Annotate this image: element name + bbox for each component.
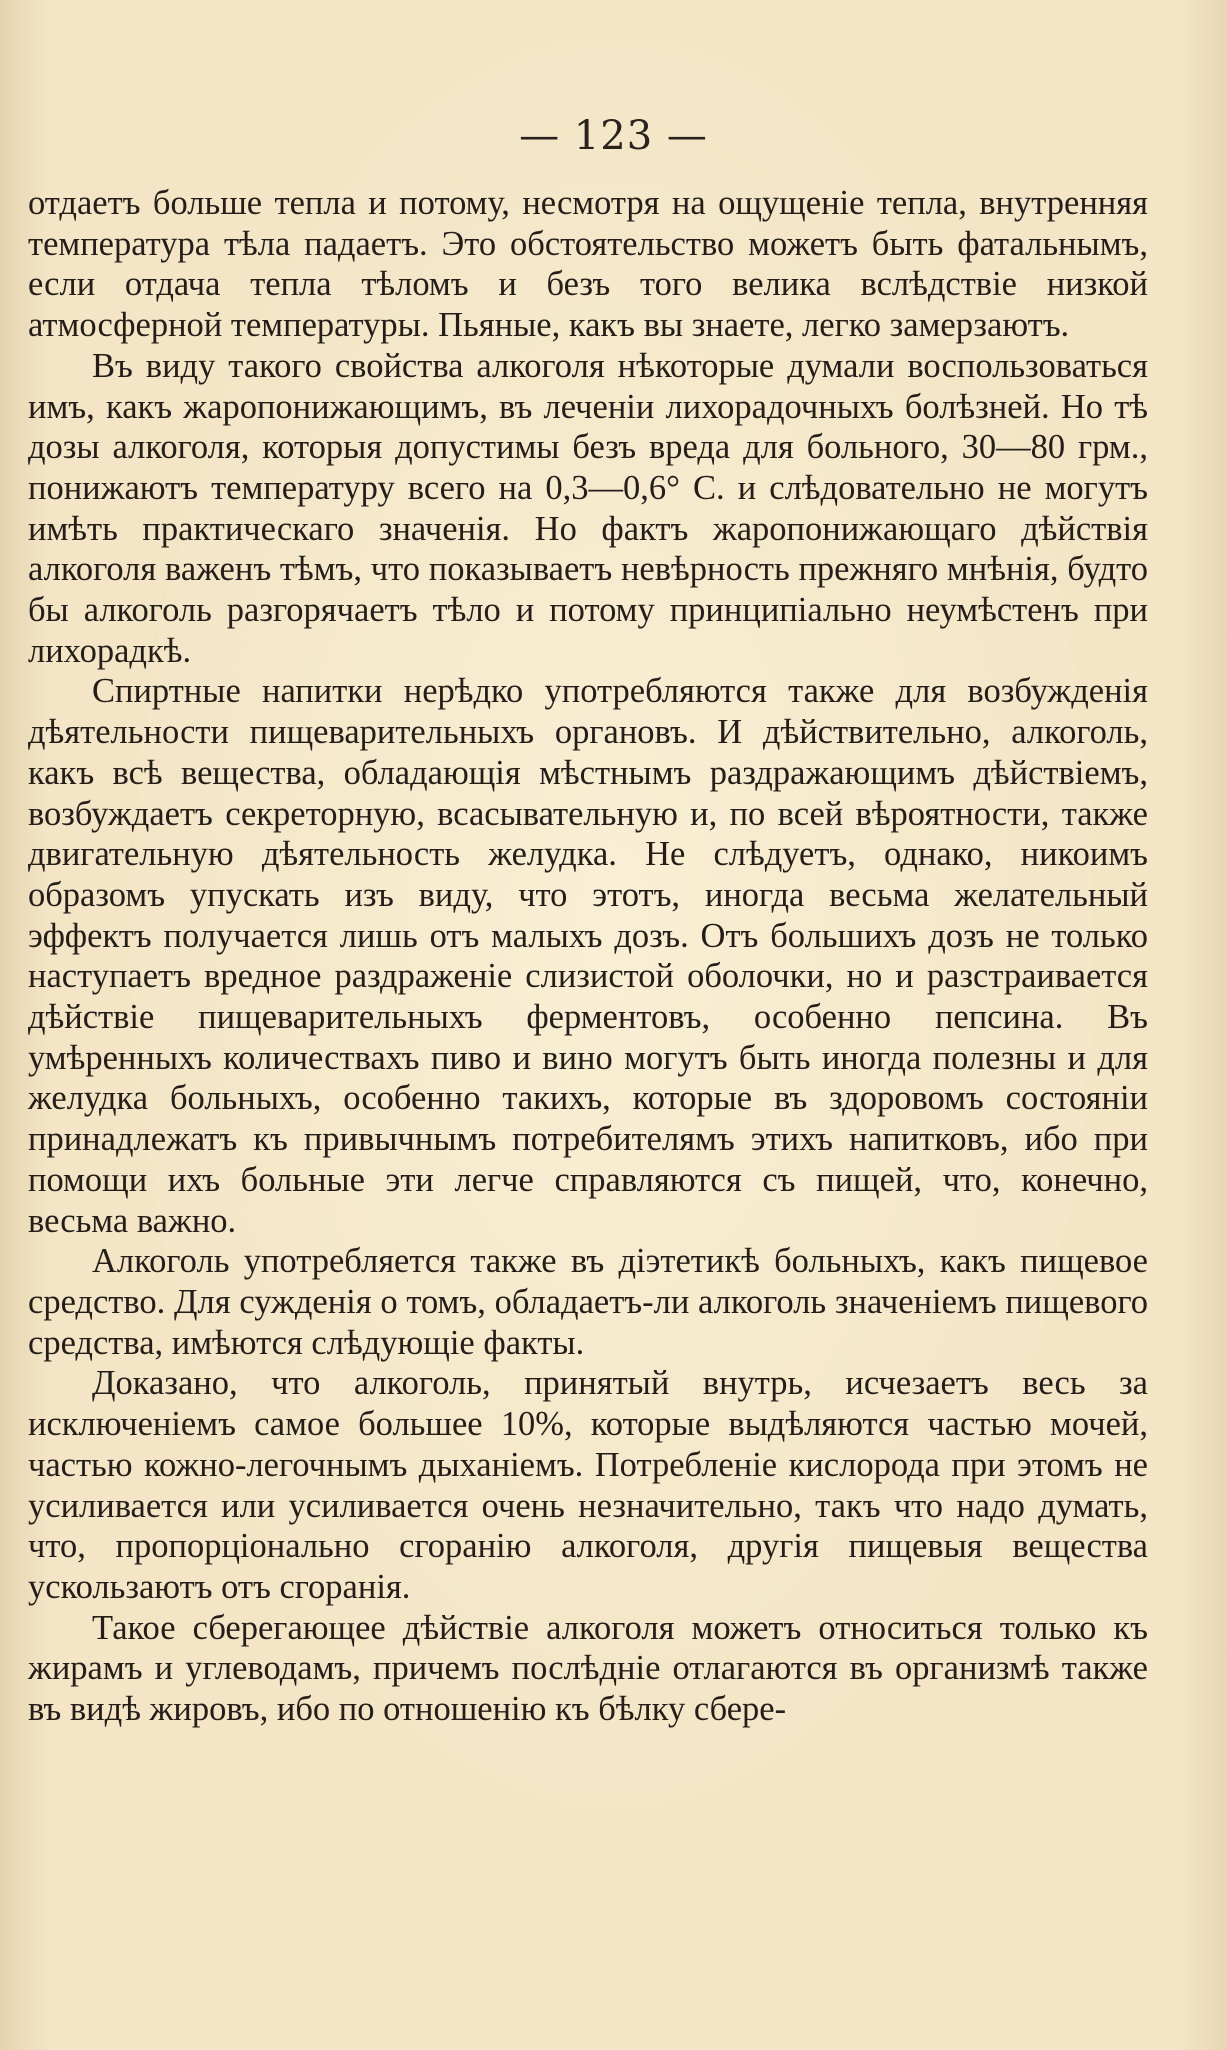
paragraph-3: Спиртные напитки нерѣдко употребляются также для возбужденія дѣятельности пищеварительныхъ органовъ. И дѣйствительно, алкоголь, какъ всѣ вещества, обладающія мѣстнымъ раздражающимъ дѣйствіемъ, возбуждаетъ секреторную, всасывательную и, по всей вѣроятности, также двигательную дѣятельность желудка. Не слѣдуетъ, однако, никоимъ образомъ упускать изъ виду, что этотъ, иногда весьма желательный эффектъ получается лишь отъ малыхъ дозъ. Отъ большихъ дозъ не только наступаетъ вредное раздраженіе слизистой оболочки, но и разстраивается дѣйствіе пищеварительныхъ ферментовъ, особенно пепсина. Въ умѣренныхъ количествахъ пиво и вино могутъ быть иногда полезны и для желудка больныхъ, особенно такихъ, которые въ здоровомъ состояніи принадлежатъ къ привычнымъ потребителямъ этихъ напитковъ, ибо при помощи ихъ больные эти легче справляются съ пищей, что, конечно, весьма важно. [28, 672, 1148, 1240]
paragraph-5: Доказано, что алкоголь, принятый внутрь, исчезаетъ весь за исключеніемъ самое большее 10%, которые выдѣляются частью мочей, частью кожно-легочнымъ дыханіемъ. Потребленіе кислорода при этомъ не усиливается или усиливается очень незначительно, такъ что надо думать, что, пропорціонально сгоранію алкоголя, другія пищевыя вещества ускользаютъ отъ сгоранія. [28, 1364, 1148, 1606]
paragraph-6: Такое сберегающее дѣйствіе алкоголя можетъ относиться только къ жирамъ и углеводамъ, причемъ послѣдніе отлагаются въ организмѣ также въ видѣ жировъ, ибо по отношенію къ бѣлку сбере- [28, 1608, 1148, 1729]
paragraph-1: отдаетъ больше тепла и потому, несмотря на ощущеніе тепла, внутренняя температура тѣла падаетъ. Это обстоятельство можетъ быть фатальнымъ, если отдача тепла тѣломъ и безъ того велика вслѣдствіе низкой атмосферной температуры. Пьяные, какъ вы знаете, легко замерзаютъ. [28, 184, 1148, 345]
paragraph-4: Алкоголь употребляется также въ діэтетикѣ больныхъ, какъ пищевое средство. Для сужденія о томъ, обладаетъ-ли алкоголь значеніемъ пищевого средства, имѣются слѣдующіе факты. [28, 1242, 1148, 1362]
paragraph-2: Въ виду такого свойства алкоголя нѣкоторые думали воспользоваться имъ, какъ жаропонижающимъ, въ леченіи лихорадочныхъ болѣзней. Но тѣ дозы алкоголя, которыя допустимы безъ вреда для больного, 30—80 грм., понижаютъ температуру всего на 0,3—0,6° С. и слѣдовательно не могутъ имѣть практическаго значенія. Но фактъ жаропонижающаго дѣйствія алкоголя важенъ тѣмъ, что показываетъ невѣрность прежняго мнѣнія, будто бы алкоголь разгорячаетъ тѣло и потому принципіально неумѣстенъ при лихорадкѣ. [28, 346, 1148, 670]
page-text [28, 183, 1148, 1730]
page-number: — 123 — [519, 113, 708, 159]
